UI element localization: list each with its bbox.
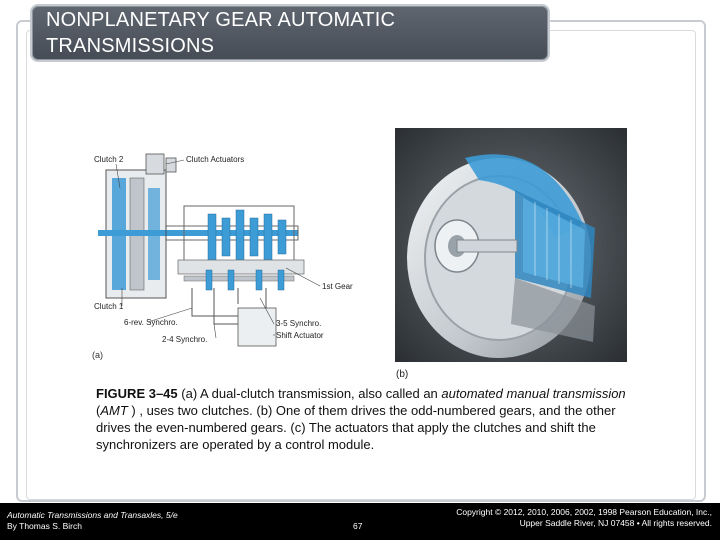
book-title: Automatic Transmissions and Transaxles, 5/e xyxy=(7,510,178,520)
label-clutch-actuators: Clutch Actuators xyxy=(186,155,245,164)
label-2-4-synchro: 2-4 Synchro. xyxy=(162,335,208,344)
label-shift-actuator: Shift Actuator xyxy=(276,331,324,340)
panel-label-a: (a) xyxy=(92,350,103,360)
label-6-rev-synchro: 6-rev. Synchro. xyxy=(124,318,178,327)
footer-book-title xyxy=(7,510,178,521)
figure-caption xyxy=(96,385,641,453)
slide-title xyxy=(46,7,546,59)
caption-text-3: ) , uses two clutches. (b) One of them drives the odd-numbered gears, and the other drives the even-numbered gears. (c) The actuators that apply the clutches and shift the synchronizers are operated by a control module. xyxy=(96,403,616,452)
copyright-line-1: Copyright © 2012, 2010, 2006, 2002, 1998 Pearson Education, Inc., xyxy=(456,507,712,517)
copyright-line-2: Upper Saddle River, NJ 07458 • All rights reserved. xyxy=(519,518,712,528)
caption-italic-1: automated manual transmission xyxy=(441,386,626,401)
slide-title-line-1: NONPLANETARY GEAR AUTOMATIC xyxy=(46,9,396,31)
figure-id: FIGURE 3–45 xyxy=(96,386,178,401)
dual-clutch-diagram xyxy=(88,148,368,366)
slide-title-line-2: TRANSMISSIONS xyxy=(46,35,215,57)
page-number: 67 xyxy=(353,521,363,531)
label-clutch-1: Clutch 1 xyxy=(94,302,124,311)
slide-footer xyxy=(0,503,720,540)
panel-label-b: (b) xyxy=(396,369,409,380)
footer-author: By Thomas S. Birch xyxy=(7,521,82,531)
footer-copyright xyxy=(412,507,712,529)
footer-book-info xyxy=(7,510,178,532)
label-clutch-2: Clutch 2 xyxy=(94,155,124,164)
caption-text-2: ( xyxy=(96,403,101,418)
caption-italic-2: AMT xyxy=(100,403,128,418)
label-3-5-synchro: 3-5 Synchro. xyxy=(276,319,322,328)
caption-text-1: (a) A dual-clutch transmission, also called an xyxy=(177,386,442,401)
dual-clutch-cutaway-photo xyxy=(395,128,627,362)
label-first-gear: 1st Gear xyxy=(322,282,353,291)
